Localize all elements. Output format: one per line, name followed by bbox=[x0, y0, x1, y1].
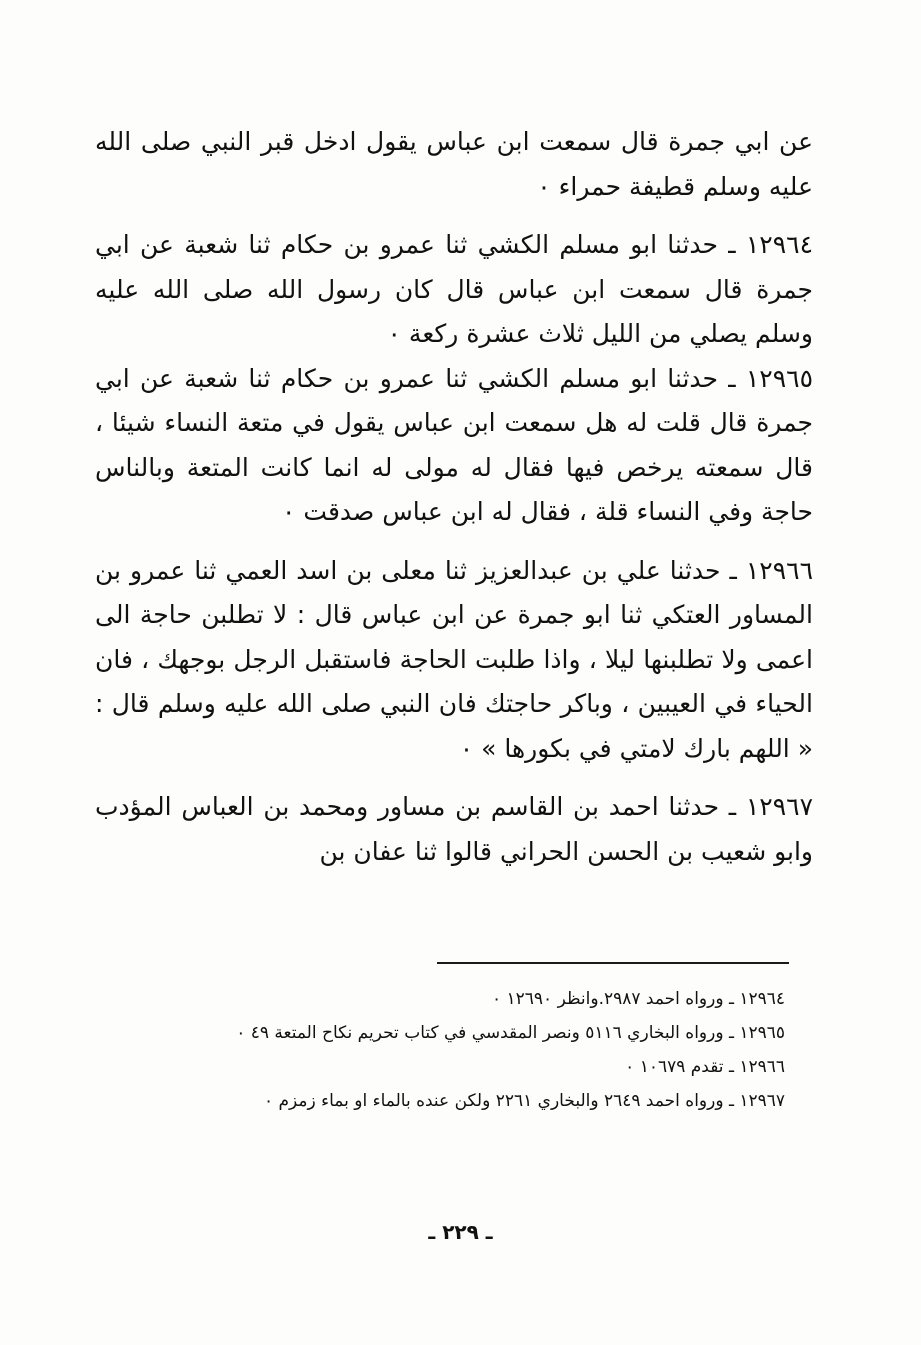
main-text-body bbox=[95, 120, 813, 874]
paragraph-continuation: عن ابي جمرة قال سمعت ابن عباس يقول ادخل قبر النبي صلى الله عليه وسلم قطيفة حمراء ٠ bbox=[95, 127, 813, 201]
footnote-divider bbox=[437, 962, 789, 964]
footnote-12965: ١٢٩٦٥ ـ ورواه البخاري ٥١١٦ ونصر المقدسي في كتاب تحريم نكاح المتعة ٤٩ ٠ bbox=[236, 1023, 785, 1043]
footnotes-section bbox=[72, 982, 785, 1118]
footnote-12964: ١٢٩٦٤ ـ ورواه احمد ٢٩٨٧.وانظر ١٢٦٩٠ ٠ bbox=[491, 989, 785, 1009]
hadith-12964: ١٢٩٦٤ ـ حدثنا ابو مسلم الكشي ثنا عمرو بن حكام ثنا شعبة عن ابي جمرة قال سمعت ابن عباس قال كان رسول الله صلى الله عليه وسلم يصلي من الليل ثلاث عشرة ركعة ٠ bbox=[95, 230, 813, 348]
hadith-12967: ١٢٩٦٧ ـ حدثنا احمد بن القاسم بن مساور ومحمد بن العباس المؤدب وابو شعيب بن الحسن الحراني قالوا ثنا عفان بن bbox=[95, 792, 813, 866]
page-number: ـ ٢٢٩ ـ bbox=[428, 1220, 493, 1244]
footnote-12967: ١٢٩٦٧ ـ ورواه احمد ٢٦٤٩ والبخاري ٢٢٦١ ولكن عنده بالماء او بماء زمزم ٠ bbox=[263, 1091, 785, 1111]
hadith-12965: ١٢٩٦٥ ـ حدثنا ابو مسلم الكشي ثنا عمرو بن حكام ثنا شعبة عن ابي جمرة قال قلت له هل سمعت ابن عباس يقول في متعة النساء شيئا ، قال سمعته يرخص فيها فقال له مولى له انما كانت المتعة وبالناس حاجة وفي النساء قلة ، فقال له ابن عباس صدقت ٠ bbox=[95, 363, 813, 526]
hadith-12966: ١٢٩٦٦ ـ حدثنا علي بن عبدالعزيز ثنا معلى بن اسد العمي ثنا عمرو بن المساور العتكي ثنا ابو جمرة عن ابن عباس قال : لا تطلبن حاجة الى اعمى ولا تطلبنها ليلا ، واذا طلبت الحاجة فاستقبل الرجل بوجهك ، فان الحياء في العيبين ، وباكر حاجتك فان النبي صلى الله عليه وسلم قال : « اللهم بارك لامتي في بكورها » ٠ bbox=[95, 555, 813, 763]
footnote-12966: ١٢٩٦٦ ـ تقدم ١٠٦٧٩ ٠ bbox=[625, 1057, 785, 1077]
